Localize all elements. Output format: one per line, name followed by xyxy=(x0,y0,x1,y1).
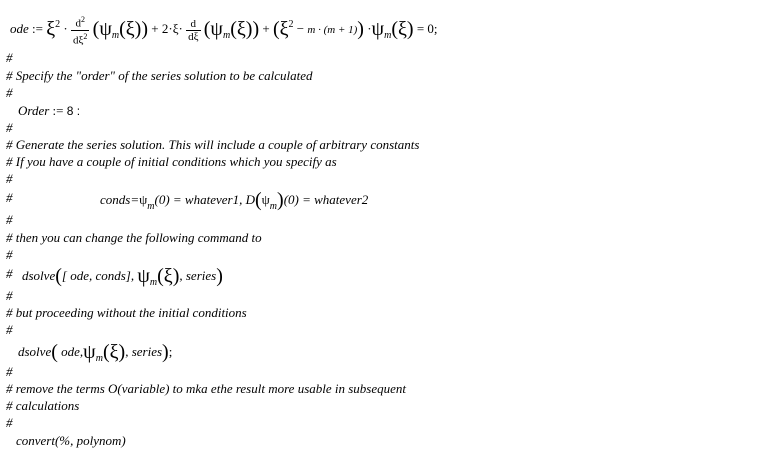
dsolve-name: dsolve xyxy=(18,344,52,359)
comment-line: # calculations xyxy=(6,398,80,413)
xi-symbol: ξ xyxy=(46,18,56,41)
comment-line: # xyxy=(6,120,13,135)
psi-symbol: ψ xyxy=(83,341,96,363)
comment-line: # xyxy=(6,364,13,379)
comment-line: # If you have a couple of initial conditions which you specify as xyxy=(6,154,337,169)
frac-den: dξ xyxy=(188,30,199,43)
frac-num: d xyxy=(186,18,200,31)
comment-line: # xyxy=(6,50,13,65)
comment-line: # xyxy=(6,212,13,227)
conds-comment-line xyxy=(100,190,368,210)
comment-line: # xyxy=(6,171,13,186)
order-name: Order xyxy=(18,103,50,118)
statement-terminator: ; xyxy=(168,344,173,359)
equals-zero: = 0; xyxy=(416,21,438,37)
dsolve-args: [ ode, conds], xyxy=(61,268,135,283)
psi-subscript: m xyxy=(111,30,120,42)
conds-label: conds= xyxy=(100,192,140,207)
comment-line: # xyxy=(6,85,13,100)
psi-subscript: m xyxy=(222,30,231,42)
comment-line: # but proceeding without the initial conditions xyxy=(6,305,247,320)
dot-operator: · xyxy=(168,21,173,37)
exponent: 2 xyxy=(288,19,294,31)
dsolve-command-line[interactable] xyxy=(18,342,172,362)
close-paren: ) xyxy=(277,189,284,211)
psi-symbol: ψ xyxy=(261,192,270,207)
psi-symbol: ψ xyxy=(139,192,148,207)
comment-line: # xyxy=(6,322,13,337)
dsolve-args: , series xyxy=(125,344,163,359)
dsolve-args: ode, xyxy=(61,344,84,359)
open-paren: ( xyxy=(272,18,280,41)
psi-symbol: ψ xyxy=(99,18,112,41)
xi-arg: (ξ) xyxy=(102,341,126,363)
close-paren: ) xyxy=(357,18,364,41)
assign-operator: := xyxy=(32,21,43,37)
psi-symbol: ψ xyxy=(210,18,223,41)
xi-symbol: ξ xyxy=(172,21,179,37)
psi-subscript: m xyxy=(147,201,155,212)
comment-line: # remove the terms O(variable) to mka ethe result more usable in subsequent xyxy=(6,381,407,396)
frac-num-sup: 2 xyxy=(80,15,85,24)
dot-operator: · xyxy=(178,21,183,37)
psi-subscript: m xyxy=(269,201,278,212)
first-derivative-fraction xyxy=(186,18,200,43)
xi-arg: (ξ) xyxy=(391,18,414,41)
xi-symbol: ξ xyxy=(279,18,289,41)
psi-symbol: ψ xyxy=(137,265,150,287)
open-paren: ( xyxy=(55,265,62,287)
order-value: 8 : xyxy=(66,104,81,118)
psi-subscript: m xyxy=(95,353,103,364)
close-paren: ) xyxy=(252,18,260,41)
frac-den-sup: 2 xyxy=(83,31,88,41)
xi-arg: (ξ) xyxy=(230,18,253,41)
open-paren: ( xyxy=(254,189,262,211)
minus-operator: − xyxy=(296,21,305,37)
conds-rest: (0) = whatever2 xyxy=(283,192,369,207)
dot-operator: · xyxy=(63,21,68,37)
conds-rest: (0) = whatever1, D xyxy=(154,192,255,207)
frac-den: dξ xyxy=(73,34,84,47)
m-expression: m · (m + 1) xyxy=(307,24,358,37)
open-paren: ( xyxy=(203,18,211,41)
psi-subscript: m xyxy=(384,30,392,42)
comment-line: # then you can change the following command to xyxy=(6,230,262,245)
second-derivative-fraction xyxy=(71,14,89,46)
frac-num: d xyxy=(75,17,81,30)
psi-subscript: m xyxy=(149,277,158,288)
order-assignment-line[interactable] xyxy=(18,103,80,119)
ode-definition-line[interactable] xyxy=(10,14,438,46)
open-paren: ( xyxy=(51,341,58,363)
plus-operator: + xyxy=(151,21,159,37)
comment-line: # xyxy=(6,266,13,281)
dsolve-comment-line xyxy=(22,266,223,286)
psi-symbol: ψ xyxy=(371,18,385,41)
comment-line: # xyxy=(6,247,13,262)
comment-line: # Specify the "order" of the series solution to be calculated xyxy=(6,68,313,83)
close-paren: ) xyxy=(216,265,223,287)
xi-arg: (ξ) xyxy=(119,18,142,41)
dot-operator: · xyxy=(367,21,372,37)
ode-name: ode xyxy=(10,21,29,37)
close-paren: ) xyxy=(162,341,169,363)
dsolve-name: dsolve xyxy=(22,268,56,283)
assign-operator: := xyxy=(52,103,64,118)
comment-line: # xyxy=(6,190,13,205)
comment-line: # xyxy=(6,415,13,430)
close-paren: ) xyxy=(141,18,149,41)
comment-line: # xyxy=(6,288,13,303)
convert-command-line[interactable]: convert(%, polynom) xyxy=(16,433,126,448)
dsolve-args: , series xyxy=(179,268,217,283)
open-paren: ( xyxy=(92,18,100,41)
exponent: 2 xyxy=(55,19,61,31)
coefficient: 2 xyxy=(161,21,169,37)
plus-operator: + xyxy=(262,21,270,37)
xi-arg: (ξ) xyxy=(157,265,180,287)
comment-line: # Generate the series solution. This will include a couple of arbitrary constants xyxy=(6,137,420,152)
